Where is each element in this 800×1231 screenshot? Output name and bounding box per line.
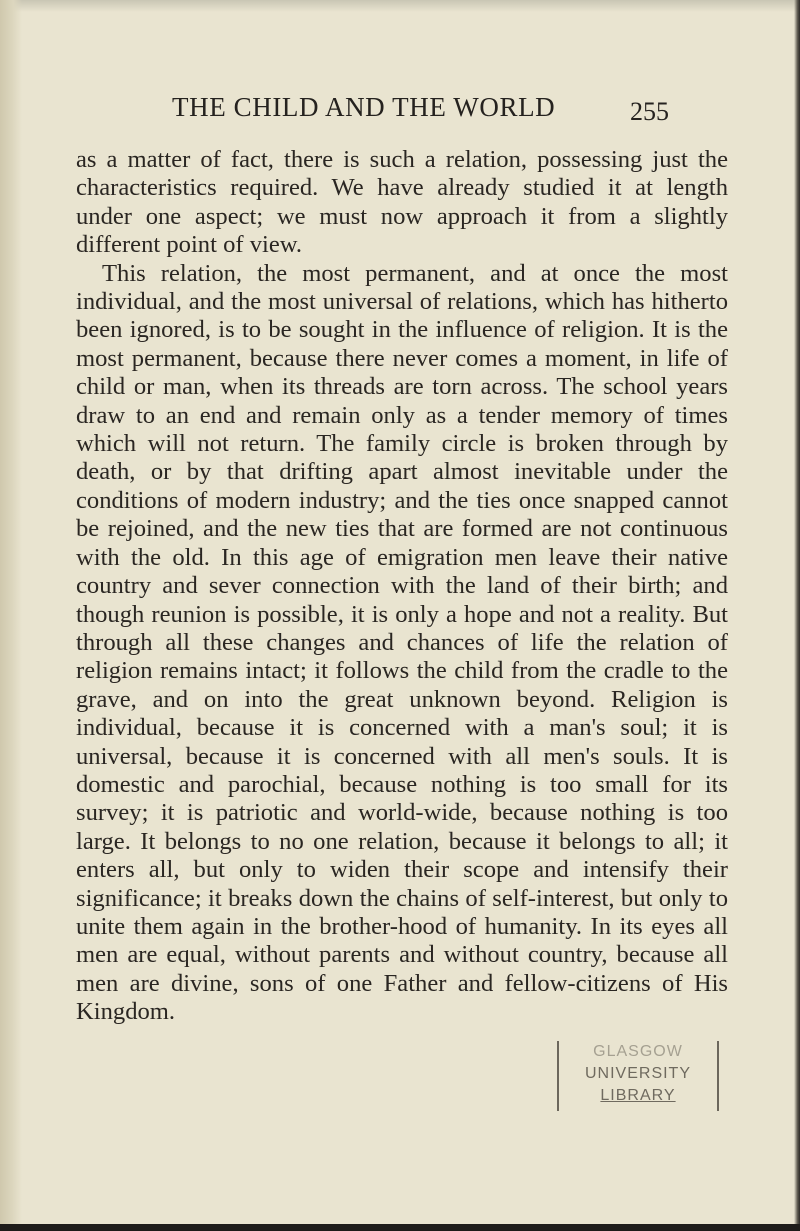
stamp-line-1: GLASGOW bbox=[593, 1043, 683, 1060]
paragraph: as a matter of fact, there is such a relation, possessing just the characteristics required. We have already studied it at length under one aspect; we must now approach it from a slightly different point of view. bbox=[76, 146, 728, 259]
page-top-shadow bbox=[0, 0, 800, 12]
running-head: THE CHILD AND THE WORLD bbox=[172, 92, 556, 122]
stamp-line-2: UNIVERSITY bbox=[584, 1065, 691, 1082]
library-stamp bbox=[557, 1041, 719, 1111]
page-right-edge bbox=[794, 0, 800, 1231]
body-text bbox=[76, 146, 728, 1027]
page-number: 255 bbox=[630, 97, 669, 126]
page-bottom-edge bbox=[0, 1224, 800, 1231]
stamp-line-3: LIBRARY bbox=[600, 1087, 676, 1104]
paragraph: This relation, the most permanent, and at once the most individual, and the most universal of relations, which has hitherto been ignored, is to be sought in the influence of religion. It is the most permanent, because there never comes a moment, in life of child or man, when its threads are torn across. The school years draw to an end and remain only as a tender memory of times which will not return. The family circle is broken through by death, or by that drifting apart almost inevitable under the conditions of modern industry; and the ties once snapped cannot be rejoined, and the new ties that are formed are not continuous with the old. In this age of emigration men leave their native country and sever connection with the land of their birth; and though reunion is possible, it is only a hope and not a reality. But through all these changes and chances of life the relation of religion remains intact; it follows the child from the cradle to the grave, and on into the great unknown beyond. Religion is individual, because it is concerned with a man's soul; it is universal, because it is concerned with all men's souls. It is domestic and parochial, because nothing is too small for its survey; it is patriotic and world-wide, because nothing is too large. It belongs to no one relation, because it belongs to all; it enters all, but only to widen their scope and intensify their significance; it breaks down the chains of self-interest, but only to unite them again in the brother-hood of humanity. In its eyes all men are equal, without parents and without country, because all men are divine, sons of one Father and fellow-citizens of His Kingdom. bbox=[76, 259, 728, 1026]
page-gutter-shadow bbox=[0, 0, 22, 1231]
